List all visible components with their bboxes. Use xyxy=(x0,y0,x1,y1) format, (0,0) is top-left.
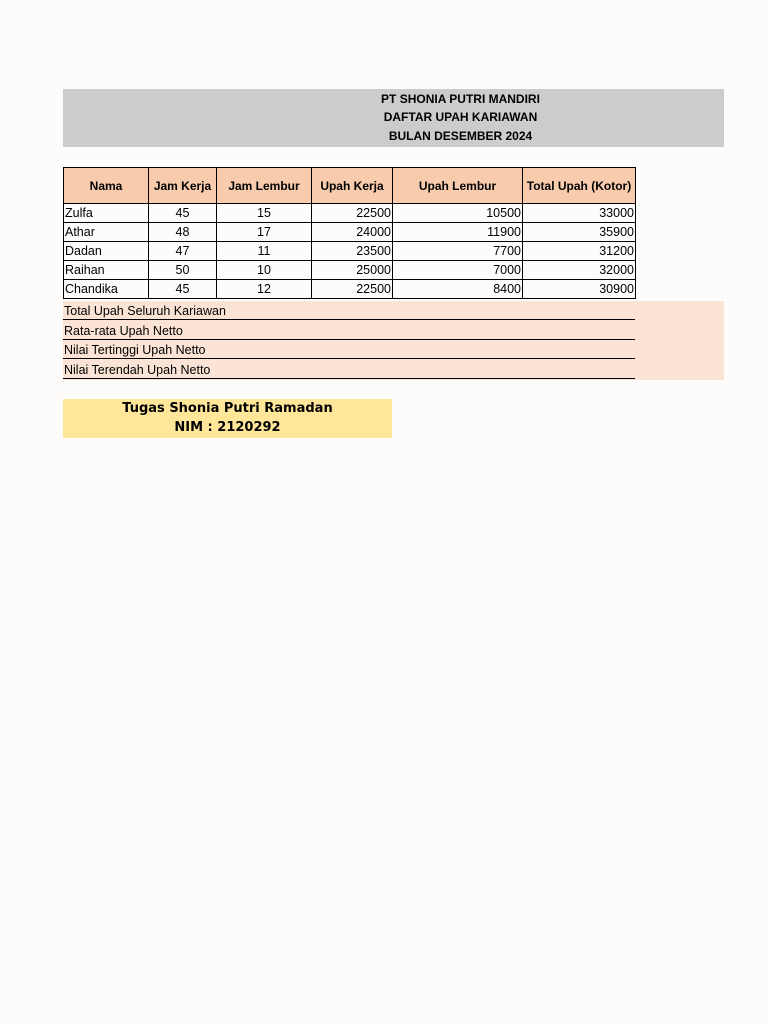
col-header-upah-kerja[interactable]: Upah Kerja xyxy=(312,168,393,204)
cell-nama[interactable]: Zulfa xyxy=(64,204,149,223)
cell-upah-kerja[interactable]: 25000 xyxy=(312,261,393,280)
cell-jam-kerja[interactable]: 50 xyxy=(149,261,217,280)
wage-table xyxy=(63,167,636,299)
cell-upah-lembur[interactable]: 10500 xyxy=(393,204,523,223)
table-row xyxy=(64,204,636,223)
col-header-jam-lembur[interactable]: Jam Lembur xyxy=(217,168,312,204)
sheet-title: DAFTAR UPAH KARIAWAN xyxy=(383,110,538,124)
title-band xyxy=(63,89,724,147)
cell-jam-lembur[interactable]: 11 xyxy=(217,242,312,261)
cell-upah-kerja[interactable]: 22500 xyxy=(312,204,393,223)
note-author: Tugas Shonia Putri Ramadan xyxy=(122,401,333,416)
cell-jam-lembur[interactable]: 12 xyxy=(217,280,312,299)
sheet-period: BULAN DESEMBER 2024 xyxy=(388,129,533,143)
cell-total-upah[interactable]: 32000 xyxy=(523,261,636,280)
note-nim: NIM : 2120292 xyxy=(174,420,281,435)
cell-jam-lembur[interactable]: 10 xyxy=(217,261,312,280)
table-row xyxy=(64,280,636,299)
company-name: PT SHONIA PUTRI MANDIRI xyxy=(381,92,540,106)
col-header-nama[interactable]: Nama xyxy=(64,168,149,204)
cell-upah-lembur[interactable]: 7700 xyxy=(393,242,523,261)
cell-jam-kerja[interactable]: 48 xyxy=(149,223,217,242)
summary-row-total[interactable]: Total Upah Seluruh Kariawan xyxy=(63,302,635,320)
cell-jam-kerja[interactable]: 45 xyxy=(149,204,217,223)
cell-total-upah[interactable]: 31200 xyxy=(523,242,636,261)
cell-jam-lembur[interactable]: 17 xyxy=(217,223,312,242)
table-row xyxy=(64,223,636,242)
cell-total-upah[interactable]: 35900 xyxy=(523,223,636,242)
cell-nama[interactable]: Athar xyxy=(64,223,149,242)
cell-jam-lembur[interactable]: 15 xyxy=(217,204,312,223)
table-row xyxy=(64,261,636,280)
cell-jam-kerja[interactable]: 47 xyxy=(149,242,217,261)
summary-row-min[interactable]: Nilai Terendah Upah Netto xyxy=(63,361,635,379)
cell-nama[interactable]: Raihan xyxy=(64,261,149,280)
assignment-note xyxy=(63,399,392,438)
table-header-row xyxy=(64,168,636,204)
cell-upah-kerja[interactable]: 23500 xyxy=(312,242,393,261)
cell-nama[interactable]: Dadan xyxy=(64,242,149,261)
cell-upah-lembur[interactable]: 8400 xyxy=(393,280,523,299)
cell-upah-kerja[interactable]: 22500 xyxy=(312,280,393,299)
cell-upah-lembur[interactable]: 11900 xyxy=(393,223,523,242)
cell-upah-lembur[interactable]: 7000 xyxy=(393,261,523,280)
table-row xyxy=(64,242,636,261)
cell-upah-kerja[interactable]: 24000 xyxy=(312,223,393,242)
cell-nama[interactable]: Chandika xyxy=(64,280,149,299)
summary-row-average[interactable]: Rata-rata Upah Netto xyxy=(63,322,635,340)
cell-total-upah[interactable]: 30900 xyxy=(523,280,636,299)
col-header-upah-lembur[interactable]: Upah Lembur xyxy=(393,168,523,204)
cell-jam-kerja[interactable]: 45 xyxy=(149,280,217,299)
col-header-total-upah[interactable]: Total Upah (Kotor) xyxy=(523,168,636,204)
summary-row-max[interactable]: Nilai Tertinggi Upah Netto xyxy=(63,341,635,359)
cell-total-upah[interactable]: 33000 xyxy=(523,204,636,223)
col-header-jam-kerja[interactable]: Jam Kerja xyxy=(149,168,217,204)
